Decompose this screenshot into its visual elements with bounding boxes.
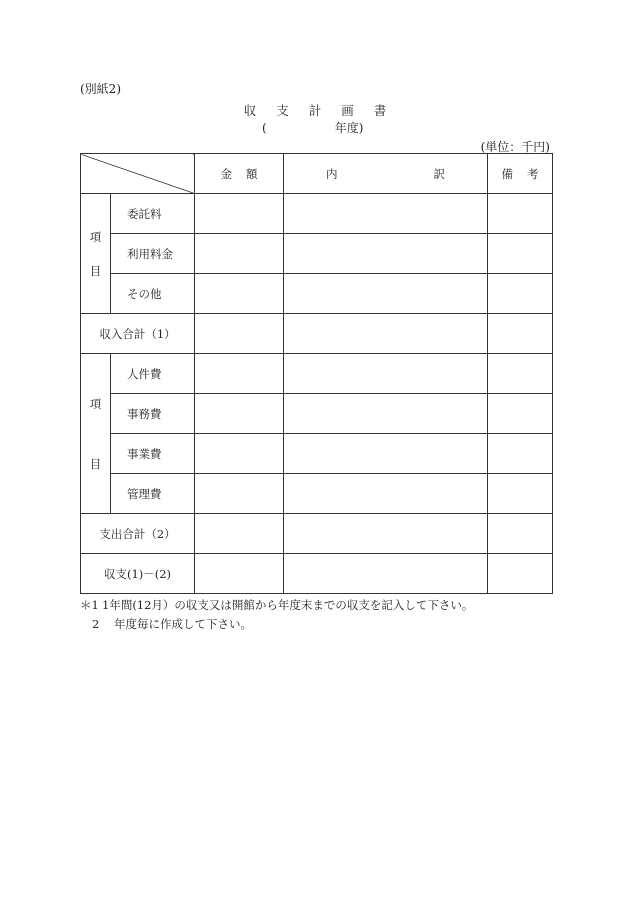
amount-cell[interactable] xyxy=(195,194,284,234)
fiscal-year-line xyxy=(262,119,363,136)
expense-item-label: 事業費 xyxy=(111,434,195,474)
breakdown-cell[interactable] xyxy=(284,194,488,234)
remarks-cell[interactable] xyxy=(488,514,553,554)
remarks-cell[interactable] xyxy=(488,274,553,314)
note-mark: 2 xyxy=(92,617,100,631)
breakdown-cell[interactable] xyxy=(284,394,488,434)
amount-cell[interactable] xyxy=(195,274,284,314)
income-group-label xyxy=(81,194,111,314)
fiscal-year-open: ( xyxy=(262,121,267,135)
table-header-row xyxy=(81,154,553,194)
income-item-label: 利用料金 xyxy=(111,234,195,274)
expense-group-label xyxy=(81,354,111,514)
header-breakdown-char: 訳 xyxy=(433,166,445,181)
amount-cell[interactable] xyxy=(195,514,284,554)
balance-label: 収支(1)－(2) xyxy=(81,554,195,594)
fiscal-year-close: 年度) xyxy=(334,121,364,135)
table-row xyxy=(81,314,553,354)
remarks-cell[interactable] xyxy=(488,474,553,514)
amount-cell[interactable] xyxy=(195,234,284,274)
table-row xyxy=(81,234,553,274)
group-label-char: 項 xyxy=(89,229,102,244)
amount-cell[interactable] xyxy=(195,554,284,594)
table-row xyxy=(81,274,553,314)
header-remarks-char: 備 xyxy=(501,166,513,181)
note-item xyxy=(80,615,473,634)
header-breakdown xyxy=(284,154,488,194)
expense-item-label: 管理費 xyxy=(111,474,195,514)
title-char: 収 xyxy=(243,103,257,118)
group-label-char: 目 xyxy=(89,456,102,471)
header-amount-char: 額 xyxy=(246,166,258,181)
amount-cell[interactable] xyxy=(195,354,284,394)
header-remarks xyxy=(488,154,553,194)
expense-item-label: 人件費 xyxy=(111,354,195,394)
amount-cell[interactable] xyxy=(195,314,284,354)
breakdown-cell[interactable] xyxy=(284,554,488,594)
table-row xyxy=(81,554,553,594)
note-text: 1年間(12月）の収支又は開館から年度末までの収支を記入して下さい。 xyxy=(102,598,474,612)
amount-cell[interactable] xyxy=(195,394,284,434)
breakdown-cell[interactable] xyxy=(284,474,488,514)
table-row xyxy=(81,354,553,394)
remarks-cell[interactable] xyxy=(488,314,553,354)
table-row xyxy=(81,194,553,234)
title-char: 書 xyxy=(373,103,387,118)
remarks-cell[interactable] xyxy=(488,434,553,474)
remarks-cell[interactable] xyxy=(488,234,553,274)
budget-plan-table xyxy=(80,153,553,594)
income-item-label: その他 xyxy=(111,274,195,314)
annex-label: (別紙2) xyxy=(80,82,121,96)
remarks-cell[interactable] xyxy=(488,394,553,434)
header-amount-char: 金 xyxy=(220,166,232,181)
table-row xyxy=(81,474,553,514)
breakdown-cell[interactable] xyxy=(284,514,488,554)
breakdown-cell[interactable] xyxy=(284,234,488,274)
amount-cell[interactable] xyxy=(195,474,284,514)
table-row xyxy=(81,394,553,434)
remarks-cell[interactable] xyxy=(488,554,553,594)
header-diagonal-cell xyxy=(81,154,195,194)
remarks-cell[interactable] xyxy=(488,194,553,234)
table-row xyxy=(81,434,553,474)
breakdown-cell[interactable] xyxy=(284,434,488,474)
note-item xyxy=(80,596,473,615)
title-char: 計 xyxy=(308,103,322,118)
income-item-label: 委託料 xyxy=(111,194,195,234)
notes xyxy=(80,596,473,634)
header-breakdown-char: 内 xyxy=(326,166,338,181)
expense-item-label: 事務費 xyxy=(111,394,195,434)
income-total-label: 収入合計（1） xyxy=(81,314,195,354)
note-mark: ＊1 xyxy=(80,598,99,612)
unit-label: (単位：千円) xyxy=(480,140,550,154)
breakdown-cell[interactable] xyxy=(284,314,488,354)
breakdown-cell[interactable] xyxy=(284,274,488,314)
title-char: 支 xyxy=(276,103,289,118)
group-label-char: 目 xyxy=(89,263,102,278)
expense-total-label: 支出合計（2） xyxy=(81,514,195,554)
remarks-cell[interactable] xyxy=(488,354,553,394)
note-text: 年度毎に作成して下さい。 xyxy=(114,617,252,631)
title-char: 画 xyxy=(341,103,354,118)
breakdown-cell[interactable] xyxy=(284,354,488,394)
document-title xyxy=(0,101,630,119)
group-label-char: 項 xyxy=(89,396,102,411)
amount-cell[interactable] xyxy=(195,434,284,474)
header-amount xyxy=(195,154,284,194)
table-row xyxy=(81,514,553,554)
header-remarks-char: 考 xyxy=(527,166,539,181)
